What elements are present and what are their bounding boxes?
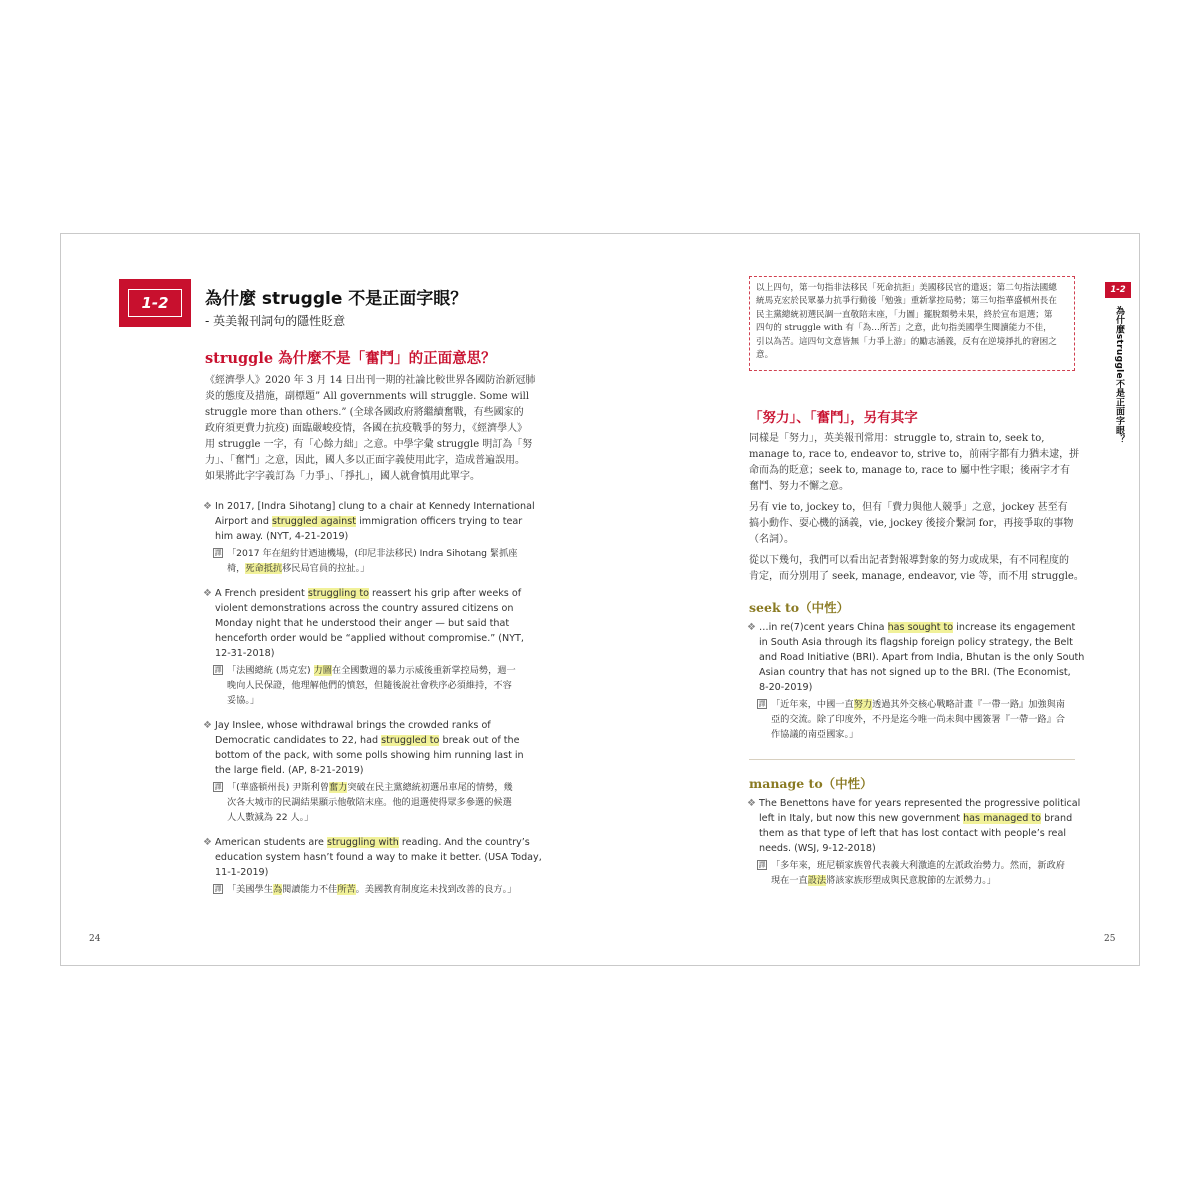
diamond-bullet-icon: ❖ bbox=[203, 501, 212, 512]
example-translation bbox=[758, 858, 1065, 888]
text-line: 奮鬥、努力不懈之意。 bbox=[749, 481, 849, 492]
translation-line: 人人數減為 22 人。」 bbox=[227, 812, 314, 823]
example-line: American students are struggling with reading. And the country’s bbox=[215, 837, 530, 848]
translation-tag-icon: 譯 bbox=[214, 549, 222, 557]
example-line: the large field. (AP, 8-21-2019) bbox=[215, 765, 364, 776]
diamond-bullet-icon: ❖ bbox=[747, 622, 756, 633]
paragraph-effort-words bbox=[749, 431, 1080, 495]
text-line: 從以下幾句，我們可以看出記者對報導對象的努力或成果，有不同程度的 bbox=[749, 555, 1069, 566]
example-line: bottom of the pack, with some polls showing him running last in bbox=[215, 750, 524, 761]
highlighted-phrase: struggling with bbox=[327, 837, 399, 848]
example-line: 12-31-2018) bbox=[215, 648, 275, 659]
book-spread bbox=[60, 233, 1140, 966]
diamond-bullet-icon: ❖ bbox=[747, 798, 756, 809]
example-translation bbox=[214, 546, 518, 576]
example-line: henceforth order would be “applied without compromise.” (NYT, bbox=[215, 633, 524, 644]
example-english bbox=[747, 796, 1081, 856]
section-heading: struggle 為什麼不是「奮鬥」的正面意思？ bbox=[205, 350, 496, 367]
section-badge bbox=[119, 279, 191, 327]
text-line: 另有 vie to, jockey to，但有「費力與他人競爭」之意，jockey 甚至有 bbox=[749, 502, 1068, 513]
highlighted-phrase: 努力 bbox=[853, 699, 873, 710]
example-line: In 2017, [Indra Sihotang] clung to a chair at Kennedy International bbox=[215, 501, 535, 512]
highlighted-phrase: struggled to bbox=[381, 735, 440, 746]
diamond-bullet-icon: ❖ bbox=[203, 837, 212, 848]
translation-tag-icon: 譯 bbox=[214, 885, 222, 893]
translation-line: 「近年來，中國一直努力透過其外交核心戰略計畫『一帶一路』加強與南 bbox=[771, 699, 1065, 710]
chapter-tab-badge: 1-2 bbox=[1105, 282, 1131, 298]
highlighted-phrase: has sought to bbox=[887, 622, 954, 633]
text-line: 《經濟學人》2020 年 3 月 14 日出刊一期的社論比較世界各國防治新冠肺 bbox=[205, 375, 536, 386]
highlighted-phrase: 死命抵抗 bbox=[245, 563, 283, 574]
text-line: 政府須更費力抗疫) 面臨嚴峻疫情，各國在抗疫戰爭的努力，《經濟學人》 bbox=[205, 423, 528, 434]
highlighted-phrase: 設法 bbox=[807, 875, 827, 886]
example-line: and Road Initiative (BRI). Apart from India, Bhutan is the only South bbox=[759, 652, 1085, 663]
page-number-left: 24 bbox=[89, 934, 101, 944]
example-translation bbox=[214, 780, 513, 825]
example-line: A French president struggling to reassert his grip after weeks of bbox=[215, 588, 522, 599]
example-english bbox=[203, 835, 542, 880]
section-divider bbox=[749, 759, 1075, 760]
diamond-bullet-icon: ❖ bbox=[203, 588, 212, 599]
example-line: them as that type of left that has lost contact with people’s real bbox=[759, 828, 1066, 839]
chapter-tab-title: 為什麼struggle不是正面字眼？ bbox=[1114, 306, 1124, 444]
summary-note-box bbox=[749, 276, 1075, 371]
text-line: 炎的態度及措施，副標題” All governments will struggle. Some will bbox=[205, 391, 530, 402]
translation-line: 妥協。」 bbox=[227, 695, 260, 706]
text-line: （名詞）。 bbox=[749, 534, 794, 545]
text-line: 搞小動作、耍心機的涵義，vie, jockey 後接介繫詞 for，再接爭取的事物 bbox=[749, 518, 1074, 529]
example-line: The Benettons have for years represented the progressive political bbox=[759, 798, 1081, 809]
section-badge-label: 1-2 bbox=[128, 289, 182, 317]
example-translation bbox=[758, 697, 1065, 742]
example-line: in South Asia through its flagship foreign policy strategy, the Belt bbox=[759, 637, 1073, 648]
translation-line: 「多年來，班尼頓家族曾代表義大利激進的左派政治勢力。然而，新政府 bbox=[771, 860, 1065, 871]
highlighted-phrase: 為 bbox=[272, 884, 283, 895]
translation-tag-icon: 譯 bbox=[214, 666, 222, 674]
translation-line: 「(華盛頓州長) 尹斯利曾奮力突破在民主黨總統初選吊車尾的情勢，幾 bbox=[227, 782, 513, 793]
highlighted-phrase: 力圖 bbox=[313, 665, 332, 676]
example-line: …in re(7)cent years China has sought to increase its engagement bbox=[759, 622, 1076, 633]
page-subtitle: - 英美報刊詞句的隱性貶意 bbox=[205, 314, 346, 328]
page-number-right: 25 bbox=[1104, 934, 1116, 944]
translation-line: 「法國總統 (馬克宏) 力圖在全國數週的暴力示威後重新掌控局勢，週一 bbox=[227, 665, 516, 676]
example-english bbox=[203, 718, 524, 778]
example-line: Democratic candidates to 22, had struggled to break out of the bbox=[215, 735, 520, 746]
paragraph-seek-manage bbox=[749, 553, 1084, 585]
example-line: left in Italy, but now this new government has managed to brand bbox=[759, 813, 1073, 824]
example-line: him away. (NYT, 4-21-2019) bbox=[215, 531, 349, 542]
translation-line: 晚向人民保證，他理解他們的憤怒，但隨後說社會秩序必須維持，不容 bbox=[227, 680, 512, 691]
translation-line: 亞的交流。除了印度外，不丹是迄今唯一尚未與中國簽署『一帶一路』合 bbox=[771, 714, 1065, 725]
example-english bbox=[203, 586, 524, 661]
diamond-bullet-icon: ❖ bbox=[203, 720, 212, 731]
text-line: 以上四句，第一句指非法移民「死命抗拒」美國移民官的遣返；第二句指法國總 bbox=[756, 283, 1057, 293]
text-line: 同樣是「努力」，英美報刊常用：struggle to, strain to, seek to, bbox=[749, 433, 1045, 444]
example-english bbox=[203, 499, 535, 544]
text-line: 肯定，而分別用了 seek, manage, endeavor, vie 等，而不用 struggle。 bbox=[749, 571, 1084, 582]
text-line: 力」、「奮鬥」之意，因此，國人多以正面字義使用此字，造成普遍誤用。 bbox=[205, 455, 525, 466]
translation-tag-icon: 譯 bbox=[214, 783, 222, 791]
example-english bbox=[747, 620, 1085, 695]
translation-line: 「2017 年在紐約甘迺迪機場，(印尼非法移民) Indra Sihotang 緊抓座 bbox=[227, 548, 518, 559]
intro-paragraph bbox=[205, 373, 535, 485]
translation-line: 「美國學生為閱讀能力不佳所苦。美國教育制度迄未找到改善的良方。」 bbox=[227, 884, 517, 895]
translation-line: 作協議的南亞國家。」 bbox=[771, 729, 859, 740]
text-line: 意。 bbox=[756, 350, 774, 361]
example-line: Airport and struggled against immigration officers trying to tear bbox=[215, 516, 523, 527]
highlighted-phrase: struggling to bbox=[307, 588, 369, 599]
text-line: 如果將此字字義訂為「力爭」、「掙扎」，國人就會慎用此單字。 bbox=[205, 471, 480, 482]
example-line: needs. (WSJ, 9-12-2018) bbox=[759, 843, 876, 854]
example-line: 11-1-2019) bbox=[215, 867, 269, 878]
text-line: 引以為苦。這四句文意皆無「力爭上游」的勵志涵義，反有在逆境掙扎的窘困之 bbox=[756, 336, 1057, 347]
text-line: struggle more than others.” (全球各國政府將繼續奮戰，有些國家的 bbox=[205, 407, 524, 418]
translation-tag-icon: 譯 bbox=[758, 700, 766, 708]
example-line: Asian country that has not signed up to the BRI. (The Economist, bbox=[759, 667, 1071, 678]
translation-line: 現在一直設法將該家族形塑成與民意脫節的左派勢力。」 bbox=[771, 875, 997, 886]
text-line: 命而為的貶意；seek to, manage to, race to 屬中性字眼；後兩字才有 bbox=[749, 465, 1071, 476]
section-heading-2: 「努力」、「奮鬥」，另有其字 bbox=[749, 410, 918, 426]
text-line: 統馬克宏於民眾暴力抗爭行動後「勉強」重新掌控局勢；第三句指華盛頓州長在 bbox=[756, 296, 1057, 307]
paragraph-vie-jockey bbox=[749, 500, 1075, 548]
example-translation bbox=[214, 663, 516, 708]
highlighted-phrase: 奮力 bbox=[328, 782, 348, 793]
example-line: violent demonstrations across the country assured citizens on bbox=[215, 603, 514, 614]
example-line: Jay Inslee, whose withdrawal brings the crowded ranks of bbox=[215, 720, 491, 731]
highlighted-phrase: struggled against bbox=[272, 516, 357, 527]
text-line: 四句的 struggle with 有「為…所苦」之意，此句指美國學生閱讀能力不佳， bbox=[756, 323, 1052, 334]
example-line: Monday night that he understood their anger — but said that bbox=[215, 618, 510, 629]
translation-line: 椅，死命抵抗移民局官員的拉扯。」 bbox=[227, 563, 370, 574]
text-line: 用 struggle 一字，有「心餘力絀」之意。中學字彙 struggle 明訂為「努 bbox=[205, 439, 533, 450]
highlighted-phrase: 所苦 bbox=[337, 884, 356, 895]
page-title: 為什麼 struggle 不是正面字眼？ bbox=[205, 289, 468, 309]
example-line: 8-20-2019) bbox=[759, 682, 813, 693]
translation-line: 次各大城市的民調結果顯示他敬陪末座。他的退選使得眾多參選的候選 bbox=[227, 797, 512, 808]
seek-to-heading: seek to（中性） bbox=[749, 600, 850, 615]
text-line: manage to, race to, endeavor to, strive to，前兩字都有力猶未逮，拼 bbox=[749, 449, 1080, 460]
manage-to-heading: manage to（中性） bbox=[749, 776, 873, 791]
text-line: 民主黨總統初選民調一直敬陪末座，「力圖」擺脫頹勢未果，終於宣布退選；第 bbox=[756, 309, 1053, 320]
translation-tag-icon: 譯 bbox=[758, 861, 766, 869]
example-translation bbox=[214, 882, 517, 897]
example-line: education system hasn’t found a way to make it better. (USA Today, bbox=[215, 852, 542, 863]
highlighted-phrase: has managed to bbox=[963, 813, 1042, 824]
